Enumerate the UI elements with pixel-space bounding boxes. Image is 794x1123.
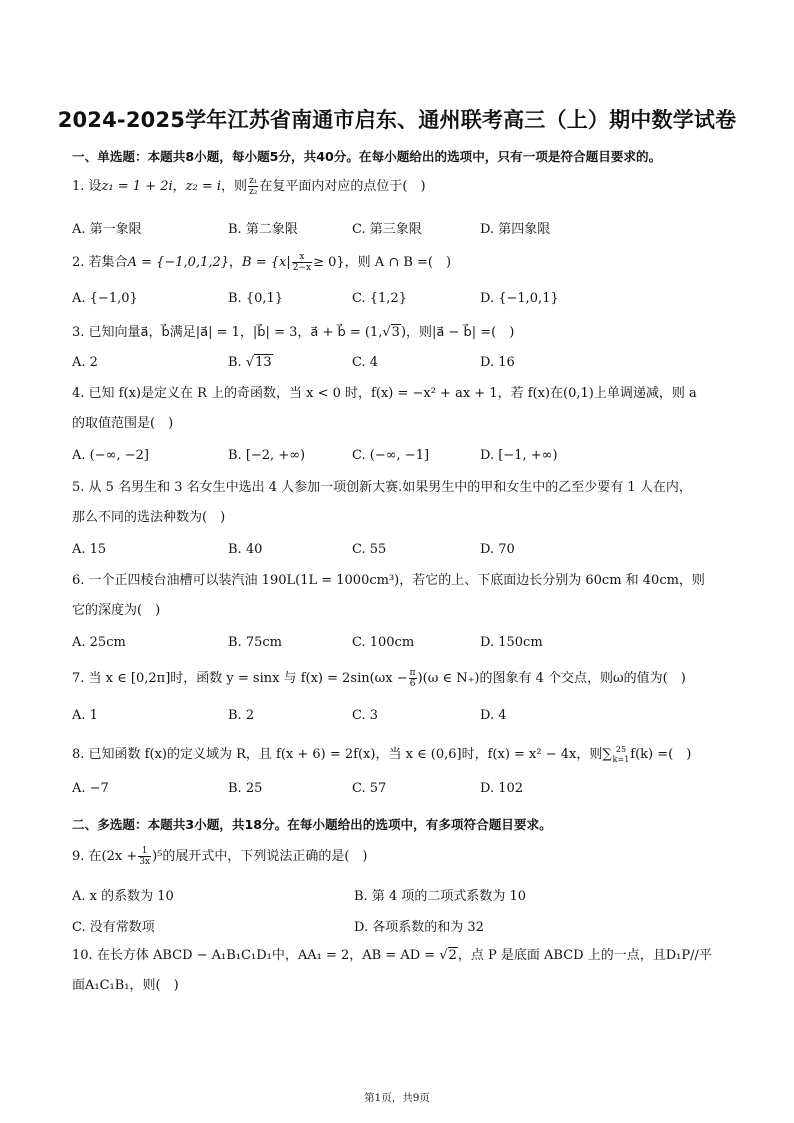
question-6-options (72, 635, 722, 655)
fraction: $\frac{x}{2-x}$ (292, 252, 312, 273)
option-b: B. {0,1} (228, 291, 284, 306)
option-d: D. 第四象限 (480, 222, 551, 237)
option-a: A. 1 (72, 708, 98, 723)
question-1-options (72, 218, 722, 238)
option-d: D. 70 (480, 542, 515, 557)
question-9-options-row2 (72, 916, 722, 936)
option-b: B. [−2, +∞) (228, 448, 306, 463)
option-c: C. 3 (352, 708, 379, 723)
option-a: A. 25cm (72, 635, 126, 650)
option-b: B. 2 (228, 708, 255, 723)
option-d: D. 102 (480, 781, 524, 796)
question-3-options (72, 355, 722, 375)
question-9-options-row1 (72, 885, 722, 905)
option-a: A. 15 (72, 542, 107, 557)
question-4: 4. 已知 f(x)是定义在 R 上的奇函数，当 x < 0 时，f(x) = −x² + ax + 1，若 f(x)在(0,1)上单调递减，则 a 的取值范围是( ) (72, 386, 697, 431)
option-c: C. 57 (352, 781, 387, 796)
page-footer: 第1页，共9页 (364, 1092, 430, 1104)
question-7: 7. 当 x ∈ [0,2π]时，函数 y = sinx 与 f(x) = 2sin(ωx − $\frac{\pi}{6}$ )(ω ∈ N₊)的图象有 4 个交点，则ω的值为( ) (72, 668, 686, 689)
option-d: D. 4 (480, 708, 507, 723)
option-d: D. 150cm (480, 635, 543, 650)
exam-title: 2024-2025学年江苏省南通市启东、通州联考高三（上）期中数学试卷 (57, 108, 737, 132)
option-d: D. 各项系数的和为 32 (354, 920, 484, 935)
question-9: 9. 在(2x + $\frac{1}{3x}$ )⁵的展开式中，下列说法正确的是( ) (72, 846, 368, 867)
fraction: $\frac{1}{3x}$ (139, 846, 151, 867)
question-7-options (72, 708, 722, 728)
option-b: B. 第 4 项的二项式系数为 10 (354, 889, 527, 904)
option-a: A. 2 (72, 355, 98, 370)
option-c: C. 没有常数项 (72, 920, 155, 935)
option-b: B. √13 (228, 355, 272, 370)
question-6: 6. 一个正四棱台油槽可以装汽油 190L(1L = 1000cm³)，若它的上、下底面边长分别为 60cm 和 40cm，则 它的深度为( ) (72, 573, 705, 618)
option-b: B. 40 (228, 542, 263, 557)
option-b: B. 第二象限 (228, 222, 298, 237)
fraction: $\frac{\text{z₁}}{\text{z₂}}$ (249, 176, 258, 197)
option-d: D. 16 (480, 355, 515, 370)
option-d: D. {−1,0,1} (480, 291, 559, 306)
question-8-options (72, 781, 722, 801)
option-b: B. 75cm (228, 635, 282, 650)
section-multiple-choice-header: 二、多选题：本题共3小题，共18分。在每小题给出的选项中，有多项符合题目要求。 (72, 817, 552, 832)
question-5: 5. 从 5 名男生和 3 名女生中选出 4 人参加一项创新大赛.如果男生中的甲和女生中的乙至少要有 1 人在内， 那么不同的选法种数为( ) (72, 480, 692, 525)
question-10: 10. 在长方体 ABCD − A₁B₁C₁D₁中，AA₁ = 2，AB = AD = √2，点 P 是底面 ABCD 上的一点，且D₁P//平 面A₁C₁B₁，则( ) (72, 948, 712, 993)
question-2: 2. 若集合A = {−1,0,1,2}，B = {x| $\frac{x}{2-x}$ ≥ 0}，则 A ∩ B =( ) (72, 252, 452, 273)
question-5-options (72, 542, 722, 562)
question-2-options (72, 291, 722, 311)
option-c: C. {1,2} (352, 291, 407, 306)
option-a: A. 第一象限 (72, 222, 142, 237)
option-d: D. [−1, +∞) (480, 448, 558, 463)
question-4-options (72, 448, 722, 468)
option-a: A. −7 (72, 781, 109, 796)
option-a: A. (−∞, −2] (72, 448, 149, 463)
option-c: C. 100cm (352, 635, 415, 650)
sum-limits: 25 k=1 (612, 744, 630, 764)
option-a: A. {−1,0} (72, 291, 138, 306)
question-1: 1. 设z₁ = 1 + 2i，z₂ = i，则 $\frac{\text{z₁}}{\text{z₂}}$ 在复平面内对应的点位于( ) (72, 176, 426, 197)
fraction: $\frac{\pi}{6}$ (409, 668, 416, 689)
option-c: C. (−∞, −1] (352, 448, 430, 463)
option-a: A. x 的系数为 10 (72, 889, 174, 904)
option-b: B. 25 (228, 781, 263, 796)
question-8: 8. 已知函数 f(x)的定义域为 R，且 f(x + 6) = 2f(x)，当 x ∈ (0,6]时，f(x) = x² − 4x，则∑ 25 k=1 f(k) =( ) (72, 744, 692, 764)
question-3: 3. 已知向量a⃗，b⃗满足|a⃗| = 1，|b⃗| = 3，a⃗ + b⃗ = (1,√3)，则|a⃗ − b⃗| =( ) (72, 325, 515, 340)
option-c: C. 55 (352, 542, 387, 557)
option-c: C. 4 (352, 355, 379, 370)
section-single-choice-header: 一、单选题：本题共8小题，每小题5分，共40分。在每小题给出的选项中，只有一项是符合题目要求的。 (72, 149, 662, 164)
option-c: C. 第三象限 (352, 222, 422, 237)
